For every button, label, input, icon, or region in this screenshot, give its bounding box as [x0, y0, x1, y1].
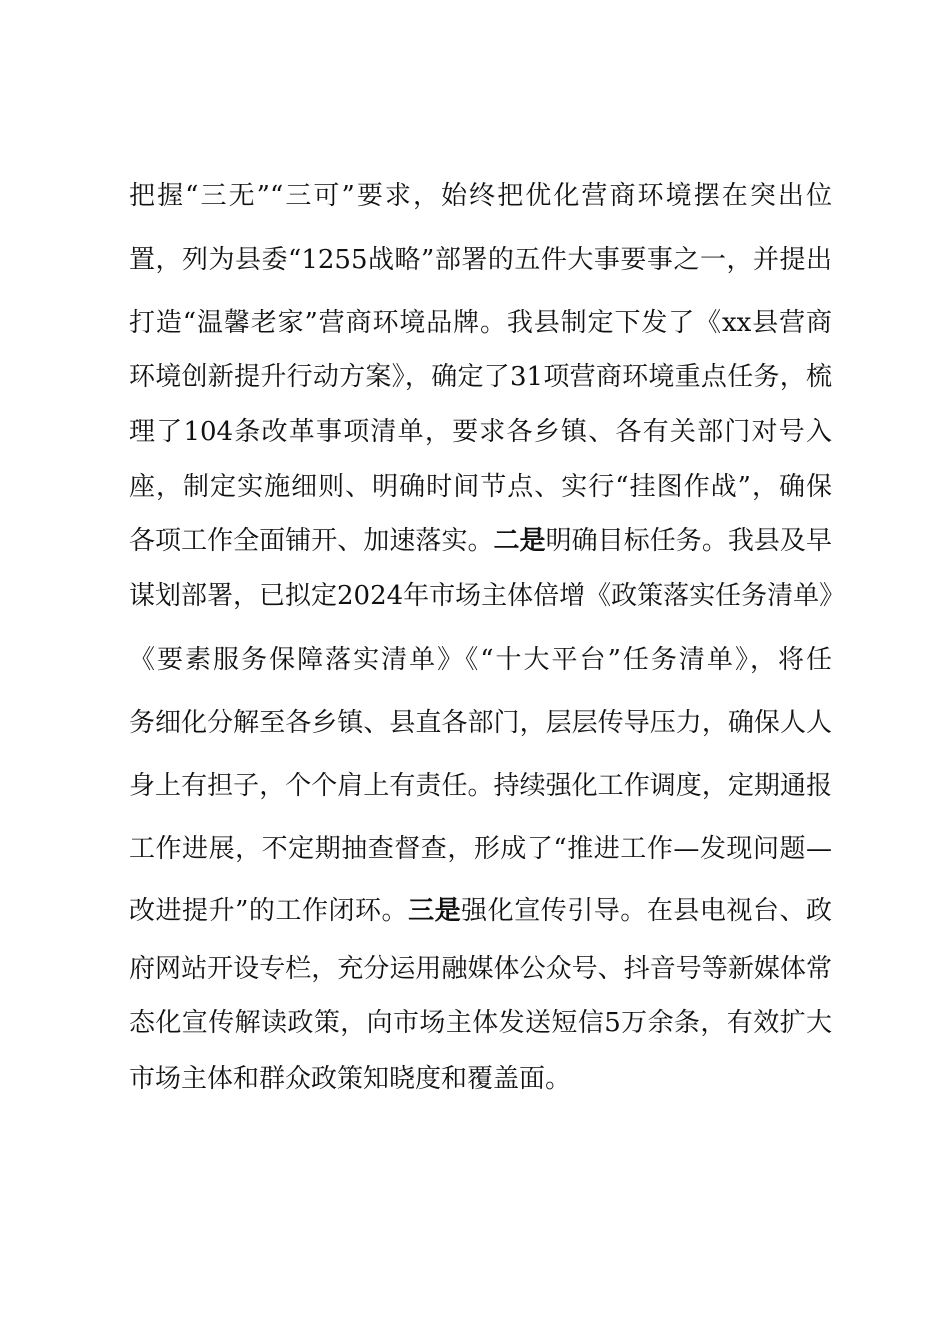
paragraph-line-7	[129, 521, 832, 561]
paragraph-line-8: 谋划部署，已拟定2024年市场主体倍增《政策落实任务清单》	[129, 581, 846, 611]
paragraph-line-14: 府网站开设专栏，充分运用融媒体公众号、抖音号等新媒体常	[129, 954, 832, 984]
paragraph-line-11: 身上有担子，个个肩上有责任。持续强化工作调度，定期通报	[129, 771, 832, 801]
paragraph-line-13-text-after: 强化宣传引导。在县电视台、政	[461, 896, 832, 926]
paragraph-line-7-text-before: 各项工作全面铺开、加速落实。	[129, 526, 494, 556]
paragraph-line-2: 置，列为县委“1255战略”部署的五件大事要事之一，并提出	[129, 245, 832, 275]
paragraph-line-6: 座，制定实施细则、明确时间节点、实行“挂图作战”，确保	[129, 472, 832, 502]
paragraph-line-3: 打造“温馨老家”营商环境品牌。我县制定下发了《xx县营商	[129, 308, 832, 338]
paragraph-line-13	[129, 891, 832, 931]
emphasis-third-point: 三是	[408, 896, 462, 926]
paragraph-line-15: 态化宣传解读政策，向市场主体发送短信5万余条，有效扩大	[129, 1008, 832, 1038]
paragraph-line-16: 市场主体和群众政策知晓度和覆盖面。	[129, 1064, 572, 1094]
paragraph-line-9: 《要素服务保障落实清单》《“十大平台”任务清单》，将任	[129, 645, 832, 675]
paragraph-line-7-text-after: 明确目标任务。我县及早	[545, 526, 832, 556]
paragraph-line-1: 把握“三无”“三可”要求，始终把优化营商环境摆在突出位	[129, 181, 832, 211]
paragraph-line-10: 务细化分解至各乡镇、县直各部门，层层传导压力，确保人人	[129, 708, 832, 738]
paragraph-line-5: 理了104条改革事项清单，要求各乡镇、各有关部门对号入	[129, 417, 832, 447]
paragraph-line-12: 工作进展，不定期抽查督查，形成了“推进工作—发现问题—	[129, 834, 832, 864]
emphasis-second-point: 二是	[493, 526, 546, 556]
paragraph-line-4: 环境创新提升行动方案》，确定了31项营商环境重点任务，梳	[129, 362, 832, 392]
paragraph-line-13-text-before: 改进提升”的工作闭环。	[129, 896, 409, 926]
